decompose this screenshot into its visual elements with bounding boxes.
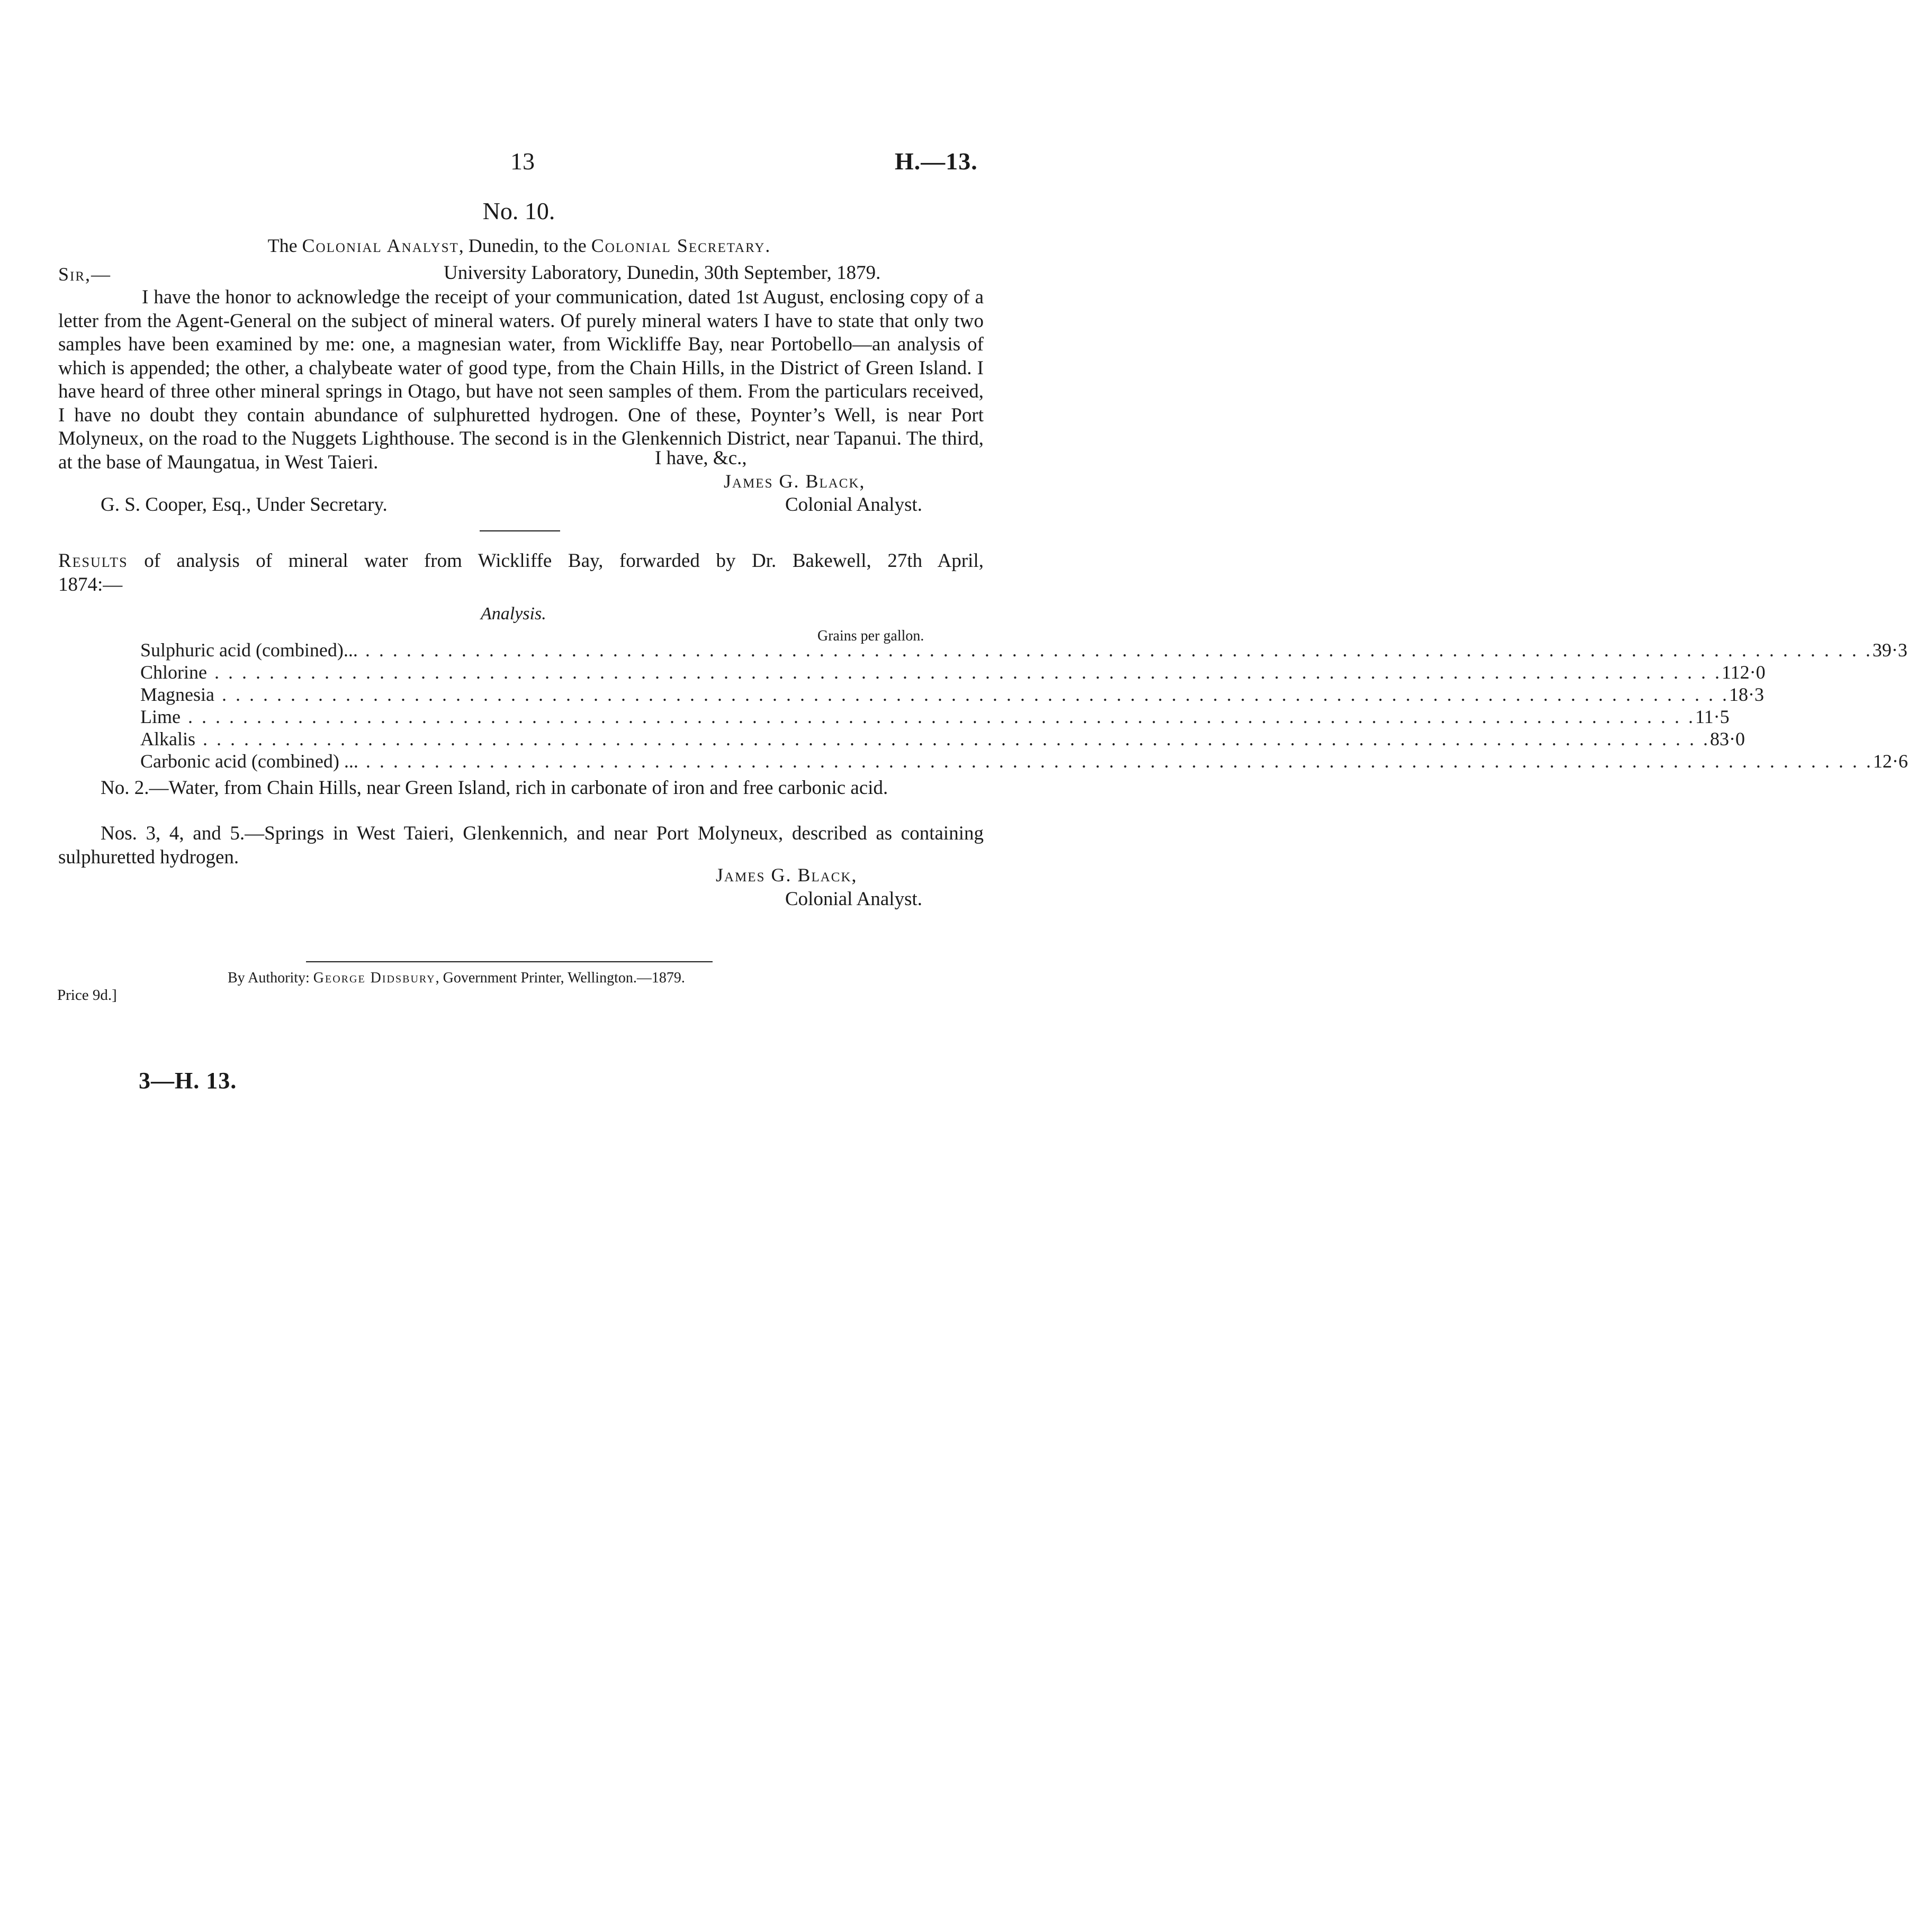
heading-to: Colonial Secretary [591,235,766,256]
note-nos-3-4-5 [58,822,984,869]
document-reference: H.—13. [895,148,978,175]
footer-rule [306,961,713,962]
letter-address: University Laboratory, Dunedin, 30th September, 1879. [444,262,881,284]
letter-recipient: G. S. Cooper, Esq., Under Secretary. [101,494,388,516]
results-intro [58,549,984,597]
section-divider [480,530,560,531]
results-signatory: James G. Black, [716,864,858,886]
analysis-row-name: Alkalis [140,728,195,750]
analysis-row [140,639,1907,661]
price: Price 9d.] [57,987,117,1004]
authority-suffix: , Government Printer, Wellington.—1879. [435,970,685,986]
analysis-row [140,728,1745,750]
page-number: 13 [510,148,535,175]
analysis-heading: Analysis. [481,604,546,624]
analysis-row-value: 112·0 [1721,662,1766,683]
analysis-row [140,683,1764,706]
analysis-row-value: 12·6 [1873,751,1908,772]
leader-dots: . . . . . . . . . . . . . . . . . . . . . . . . . . . . . . . . . . . . . . . . . . . . . . . . . . . . . . . . . . . . . . . . . . . . . . . . . . . . . . . . . . . . . . . . . . . . . . . . . . . . . . . . . . . . . . [187,706,1695,727]
analysis-row [140,706,1730,728]
letter-heading: The Colonial Analyst, Dunedin, to the Colonial Secretary. [267,235,770,256]
analysis-row-name: Lime [140,706,181,727]
document-number: No. 10. [482,197,555,224]
results-text-date: 1874:— [58,573,123,595]
heading-end: . [765,235,770,256]
results-lead: Results [58,550,128,572]
analysis-row-value: 18·3 [1729,684,1764,705]
leader-dots: . . . . . . . . . . . . . . . . . . . . . . . . . . . . . . . . . . . . . . . . . . . . . . . . . . . . . . . . . . . . . . . . . . . . . . . . . . . . . . . . . . . . . . . . . . . . . . . . . . . . . . . . . . . . . . [221,684,1729,705]
note-no-2-text: No. 2.—Water, from Chain Hills, near Green Island, rich in carbonate of iron and free carbonic acid. [101,777,888,799]
unit-header: Grains per gallon. [817,628,924,644]
printer-name: George Didsbury [313,970,436,986]
analysis-row [140,661,1766,683]
analysis-row-value: 83·0 [1710,728,1745,750]
letter-signatory: James G. Black, [724,471,866,492]
analysis-row-name: Chlorine [140,662,207,683]
analysis-row-name: Carbonic acid (combined) ... [140,751,358,772]
leader-dots: . . . . . . . . . . . . . . . . . . . . . . . . . . . . . . . . . . . . . . . . . . . . . . . . . . . . . . . . . . . . . . . . . . . . . . . . . . . . . . . . . . . . . . . . . . . . . . . . . . . . . . . . . . . . . . [365,751,1873,772]
heading-mid: , Dunedin, to the [458,235,591,256]
analysis-row-value: 11·5 [1695,706,1730,727]
analysis-row [140,750,1908,772]
letter-closing: I have, &c., [655,447,747,469]
letter-body-text: I have the honor to acknowledge the receipt of your communication, dated 1st August, enclosing copy of a letter from the Agent-General on the subject of mineral waters. Of purely mineral waters I have to state that only two samples have been examined by me: one, a magnesian water, from Wickliffe Bay, near Portobello—an analysis of which is appended; the other, a chalybeate water of good type, from the Chain Hills, in the District of Green Island. I have heard of three other mineral springs in Otago, but have not seen samples of them. From the particulars received, I have no doubt they contain abundance of sulphuretted hydrogen. One of these, Poynter’s Well, is near Port Molyneux, on the road to the Nuggets Lighthouse. The second is in the Glenkennich District, near Tapanui. The third, at the base of Maungatua, in West Taieri. [58,286,984,473]
letter-body [58,286,984,474]
sheet-signature-mark: 3—H. 13. [139,1068,237,1094]
analysis-row-value: 39·3 [1872,639,1907,661]
letter-signatory-title: Colonial Analyst. [785,494,922,516]
analysis-row-name: Magnesia [140,684,214,705]
leader-dots: . . . . . . . . . . . . . . . . . . . . . . . . . . . . . . . . . . . . . . . . . . . . . . . . . . . . . . . . . . . . . . . . . . . . . . . . . . . . . . . . . . . . . . . . . . . . . . . . . . . . . . . . . . . . . . [203,728,1710,750]
note-no-2 [58,777,984,800]
analysis-row-name: Sulphuric acid (combined)... [140,639,358,661]
leader-dots: . . . . . . . . . . . . . . . . . . . . . . . . . . . . . . . . . . . . . . . . . . . . . . . . . . . . . . . . . . . . . . . . . . . . . . . . . . . . . . . . . . . . . . . . . . . . . . . . . . . . . . . . . . . . . . [214,662,1722,683]
note-nos-3-4-5-text: Nos. 3, 4, and 5.—Springs in West Taieri, Glenkennich, and near Port Molyneux, described as containing sulphuretted hydrogen. [58,823,984,868]
leader-dots: . . . . . . . . . . . . . . . . . . . . . . . . . . . . . . . . . . . . . . . . . . . . . . . . . . . . . . . . . . . . . . . . . . . . . . . . . . . . . . . . . . . . . . . . . . . . . . . . . . . . . . . . . . . . . . [365,639,1873,661]
heading-from: Colonial Analyst [302,235,459,256]
results-text: of analysis of mineral water from Wickliffe Bay, forwarded by Dr. Bakewell, 27th April, [128,550,984,572]
salutation: Sir,— [58,264,112,285]
printer-authority [228,970,685,987]
authority-prefix: By Authority: [228,970,313,986]
results-signatory-title: Colonial Analyst. [785,888,922,910]
